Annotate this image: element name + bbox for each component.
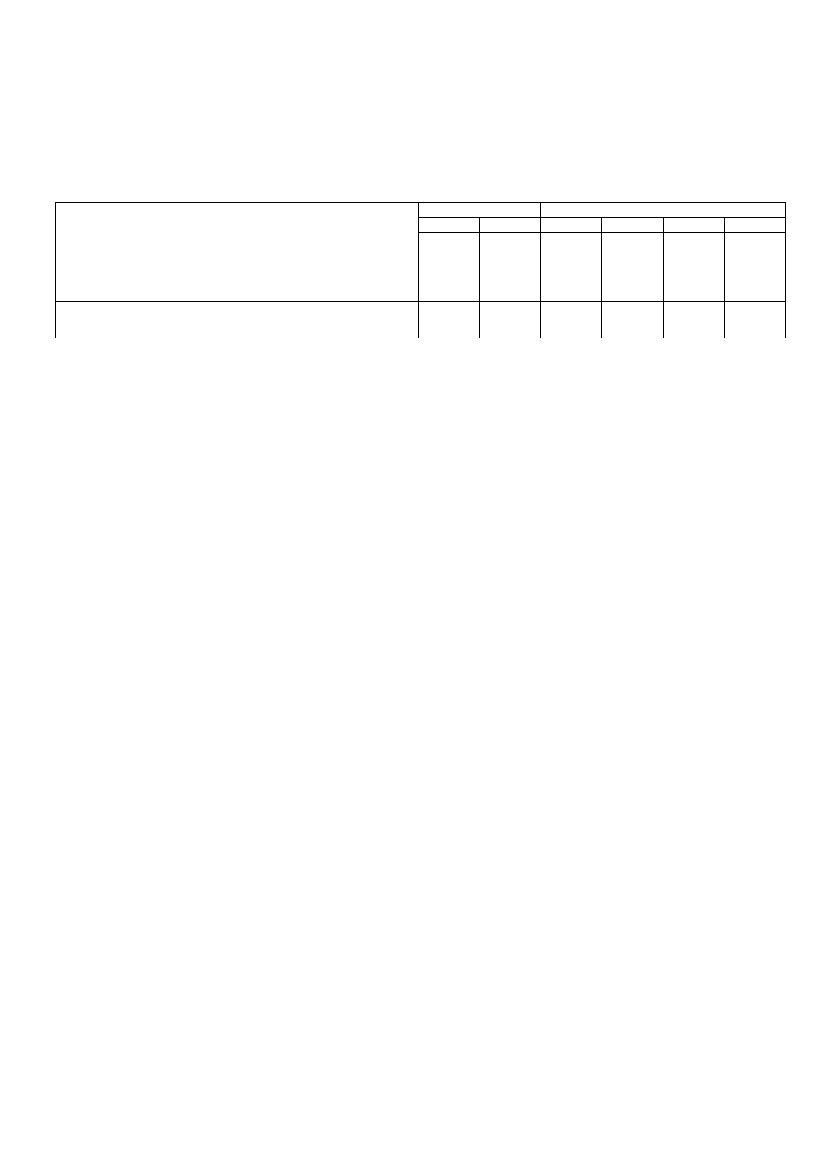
row-value [724, 322, 785, 338]
unit-header [602, 233, 663, 302]
row-value [541, 322, 602, 338]
year-header [418, 218, 479, 233]
group-april [418, 203, 540, 218]
header-row-years [56, 218, 786, 233]
group-period [541, 203, 786, 218]
header-row-units [56, 233, 786, 302]
unit-header [724, 233, 785, 302]
unit-header [480, 233, 541, 302]
spacer-row [56, 302, 786, 323]
specification-table [55, 202, 786, 338]
unit-header [541, 233, 602, 302]
year-header [480, 218, 541, 233]
year-header [602, 218, 663, 233]
unit-header [418, 233, 479, 302]
row-value [480, 322, 541, 338]
main-row [56, 322, 786, 338]
unit-header [663, 233, 724, 302]
year-header [541, 218, 602, 233]
row-value [602, 322, 663, 338]
header-row-groups [56, 203, 786, 218]
year-header [663, 218, 724, 233]
row-label [123, 322, 419, 338]
year-header [724, 218, 785, 233]
row-value [418, 322, 479, 338]
row-code [56, 322, 123, 338]
row-value [663, 322, 724, 338]
